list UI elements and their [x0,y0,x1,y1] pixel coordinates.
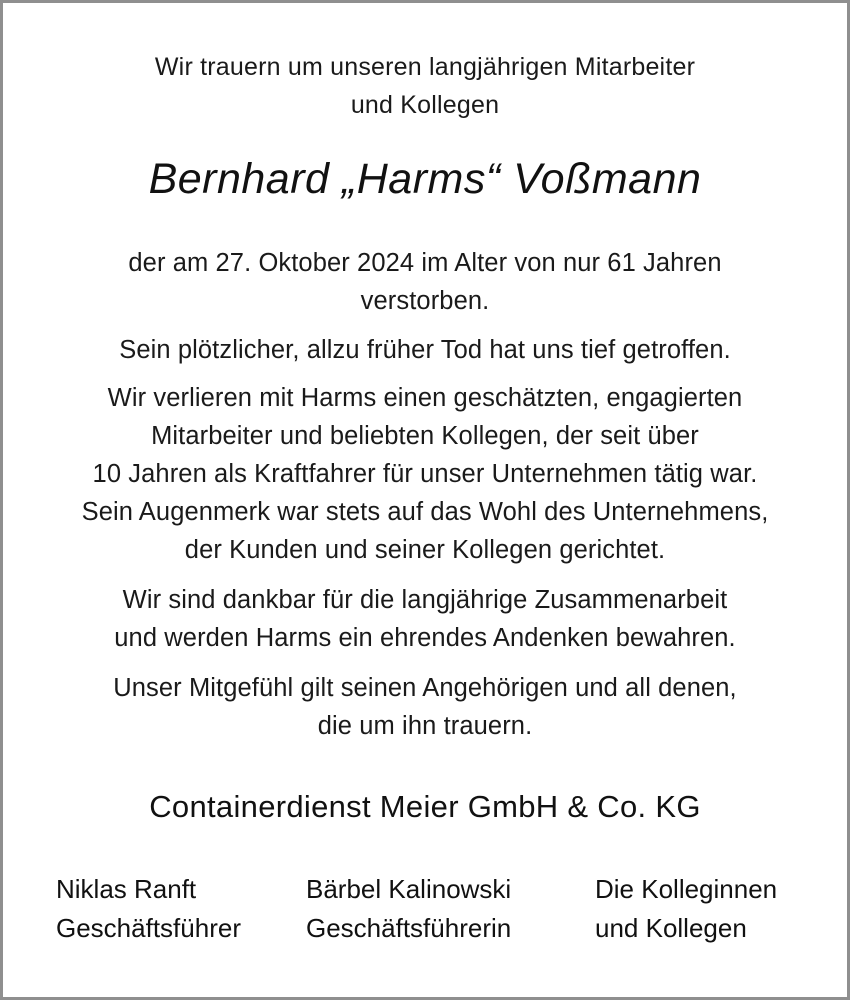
text-line: 10 Jahren als Kraftfahrer für unser Unternehmen tätig war. [92,460,758,488]
text-line: die um ihn trauern. [317,712,533,740]
signer-2 [306,870,511,948]
signer-title: Geschäftsführerin [306,913,512,943]
signer-1 [56,870,241,948]
text-line: und werden Harms ein ehrendes Andenken bewahren. [114,624,736,652]
signer-title: und Kollegen [595,913,747,943]
text-line: Sein plötzlicher, allzu früher Tod hat uns tief getroffen. [119,336,731,364]
signer-name: Niklas Ranft [56,874,197,904]
text-line: Mitarbeiter und beliebten Kollegen, der seit über [151,422,699,450]
company-name: Containerdienst Meier GmbH & Co. KG [149,789,701,824]
deceased-name: Bernhard „Harms“ Voßmann [148,155,702,203]
signer-title: Geschäftsführer [56,913,241,943]
signer-name: Die Kolleginnen [595,874,778,904]
text-line: Wir sind dankbar für die langjährige Zusammenarbeit [122,586,728,614]
intro-line-1: Wir trauern um unseren langjährigen Mitarbeiter [154,53,696,81]
signer-name: Bärbel Kalinowski [306,874,512,904]
text-line: Unser Mitgefühl gilt seinen Angehörigen und all denen, [113,674,737,702]
text-line: der Kunden und seiner Kollegen gerichtet. [184,536,666,564]
text-line: verstorben. [360,287,490,315]
text-line: der am 27. Oktober 2024 im Alter von nur 61 Jahren [128,249,722,277]
text-line: Wir verlieren mit Harms einen geschätzten, engagierten [107,384,743,412]
signer-3 [595,870,777,948]
intro-line-2: und Kollegen [350,91,500,119]
text-line: Sein Augenmerk war stets auf das Wohl des Unternehmens, [81,498,769,526]
